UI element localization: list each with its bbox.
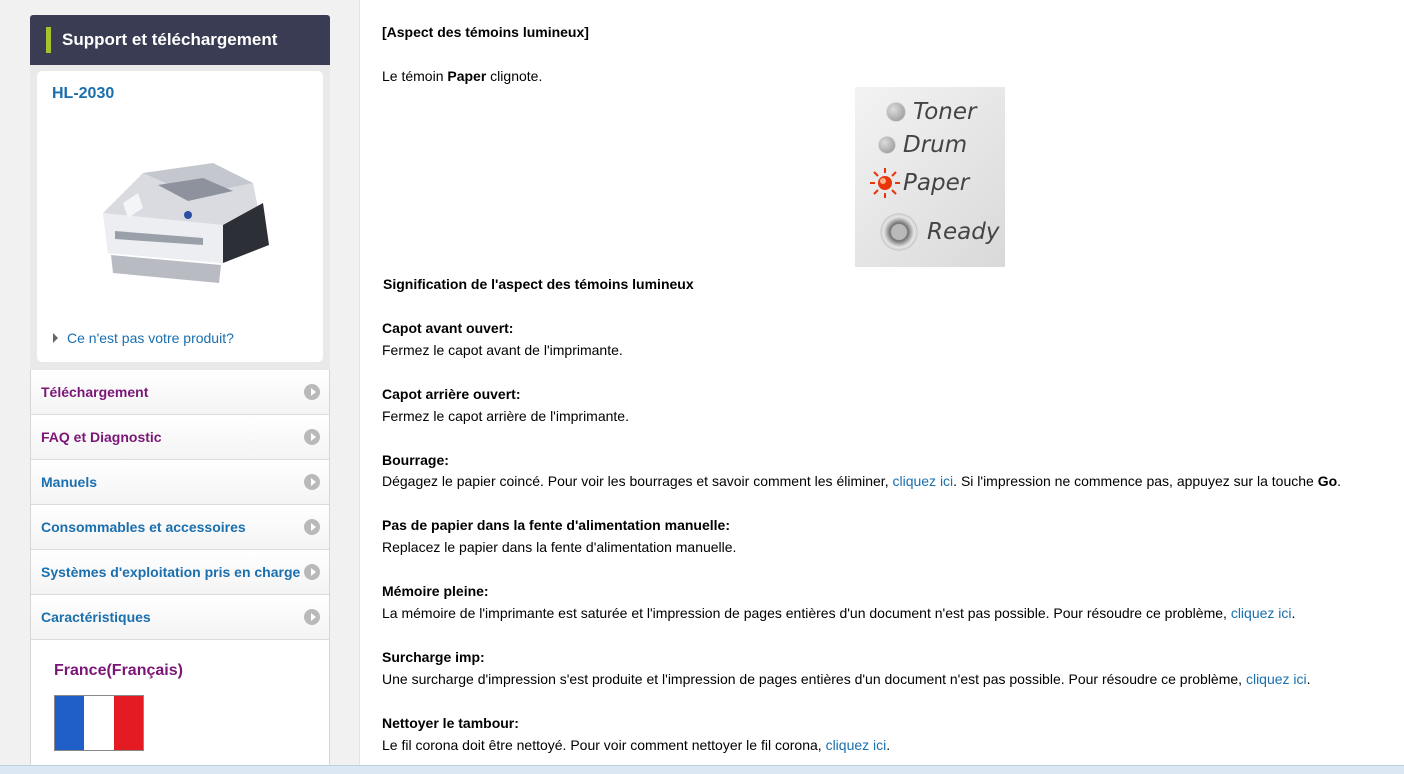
- memoire-link[interactable]: cliquez ici: [1230, 605, 1292, 621]
- sidebar-header: [30, 15, 330, 65]
- intro-text: [382, 65, 542, 87]
- menu-item-label: Caractéristiques: [41, 609, 151, 625]
- menu-item-caracteristiques[interactable]: [31, 595, 329, 640]
- france-flag-icon[interactable]: [54, 695, 144, 751]
- led-label-drum: Drum: [903, 132, 968, 158]
- item-text: Dégagez le papier coincé. Pour voir les bourrages et savoir comment les éliminer,: [382, 473, 893, 489]
- item-text-row: [382, 734, 890, 756]
- arrow-right-icon: [304, 609, 320, 625]
- item-text-row: [382, 602, 1295, 624]
- item-text-row: [382, 470, 1341, 492]
- menu-item-systemes[interactable]: [31, 550, 329, 595]
- menu-item-label: FAQ et Diagnostic: [41, 429, 162, 445]
- led-label-paper: Paper: [903, 170, 970, 196]
- item-text: Fermez le capot arrière de l'imprimante.: [382, 408, 629, 424]
- intro-before: Le témoin: [382, 68, 448, 84]
- drum-led-icon: [879, 137, 895, 153]
- led-row-paper: [869, 167, 969, 199]
- bourrage-link[interactable]: cliquez ici: [892, 473, 954, 489]
- arrow-right-icon: [304, 429, 320, 445]
- menu-item-label: Consommables et accessoires: [41, 519, 246, 535]
- menu-item-consommables[interactable]: [31, 505, 329, 550]
- item-text-row: [382, 668, 1311, 690]
- header-accent-bar: [46, 27, 51, 53]
- arrow-right-icon: [304, 519, 320, 535]
- item-text-after: .: [1306, 671, 1311, 687]
- item-title: Bourrage:: [382, 452, 449, 468]
- led-row-drum: [879, 132, 967, 158]
- menu-item-manuels[interactable]: [31, 460, 329, 505]
- item-title: Pas de papier dans la fente d'alimentation manuelle:: [382, 517, 730, 533]
- item-text: Replacez le papier dans la fente d'alimentation manuelle.: [382, 539, 737, 555]
- menu-item-label: Systèmes d'exploitation pris en charge: [41, 564, 301, 580]
- item-title: Nettoyer le tambour:: [382, 715, 519, 731]
- section-title: [Aspect des témoins lumineux]: [382, 24, 589, 40]
- item-title: Capot avant ouvert:: [382, 320, 514, 336]
- arrow-right-icon: [304, 384, 320, 400]
- printer-image: [83, 133, 283, 303]
- menu-item-faq[interactable]: [31, 415, 329, 460]
- led-label-ready: Ready: [927, 219, 1000, 245]
- sidebar-menu: [30, 370, 330, 640]
- item-title: Mémoire pleine:: [382, 583, 489, 599]
- product-panel: [30, 65, 330, 370]
- flag-stripe-white: [84, 696, 113, 750]
- item-text: Le fil corona doit être nettoyé. Pour voir comment nettoyer le fil corona,: [382, 737, 826, 753]
- item-text-end: .: [1337, 473, 1342, 489]
- menu-item-label: Manuels: [41, 474, 98, 490]
- surcharge-link[interactable]: cliquez ici: [1245, 671, 1307, 687]
- intro-bold: Paper: [447, 68, 487, 84]
- item-text-after: . Si l'impression ne commence pas, appuyez sur la touche: [953, 473, 1318, 489]
- item-title: Surcharge imp:: [382, 649, 485, 665]
- led-row-ready: [881, 214, 999, 250]
- item-text-after: .: [1291, 605, 1296, 621]
- led-panel-image: [855, 87, 1005, 267]
- intro-after: clignote.: [486, 68, 543, 84]
- ready-button-icon: [881, 214, 917, 250]
- not-your-product-link[interactable]: [53, 330, 234, 346]
- paper-led-blinking-icon: [869, 167, 901, 199]
- led-label-toner: Toner: [913, 99, 977, 125]
- flag-stripe-blue: [55, 696, 84, 750]
- toner-led-icon: [887, 103, 905, 121]
- arrow-right-icon: [304, 564, 320, 580]
- product-name: HL-2030: [52, 85, 115, 102]
- product-card: [37, 71, 323, 362]
- meaning-title: Signification de l'aspect des témoins lumineux: [383, 276, 694, 292]
- item-text: Une surcharge d'impression s'est produite et l'impression de pages entières d'un document n'est pas possible. Pour résoudre ce problème,: [382, 671, 1246, 687]
- item-title: Capot arrière ouvert:: [382, 386, 521, 402]
- item-text: La mémoire de l'imprimante est saturée et l'impression de pages entières d'un document n'est pas possible. Pour résoudre ce problème,: [382, 605, 1231, 621]
- go-key-label: Go: [1317, 473, 1338, 489]
- menu-item-telechargement[interactable]: [31, 370, 329, 415]
- flag-stripe-red: [114, 696, 143, 750]
- item-text: Fermez le capot avant de l'imprimante.: [382, 342, 623, 358]
- tambour-link[interactable]: cliquez ici: [825, 737, 887, 753]
- item-text-after: .: [886, 737, 891, 753]
- not-your-product-label: Ce n'est pas votre produit?: [67, 330, 234, 346]
- caret-right-icon: [53, 333, 58, 343]
- country-selector: [30, 640, 330, 765]
- menu-item-label: Téléchargement: [41, 384, 149, 400]
- sidebar-header-title: Support et téléchargement: [62, 30, 278, 49]
- arrow-right-icon: [304, 474, 320, 490]
- support-sidebar: [30, 15, 330, 765]
- led-row-toner: [887, 99, 976, 125]
- country-name[interactable]: France(Français): [54, 662, 183, 679]
